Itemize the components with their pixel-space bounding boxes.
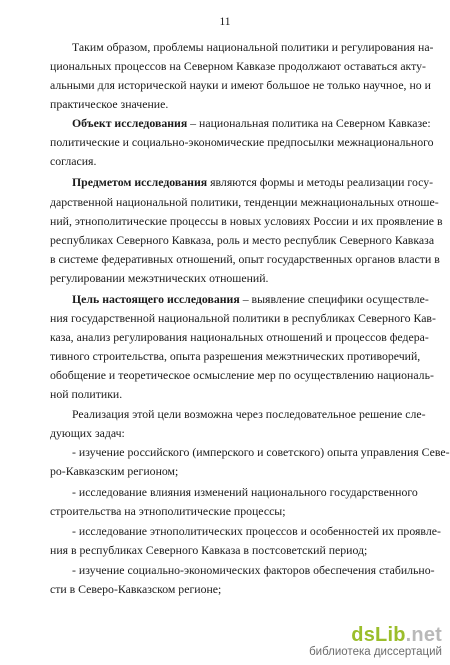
task-item-line: строительства на этнополитические процессы; xyxy=(50,504,286,518)
object-heading-line xyxy=(72,116,431,130)
paragraph-line: ний, этнополитические процессы в новых условиях России и их проявление в xyxy=(50,214,443,228)
task-item-line: сти в Северо-Кавказском регионе; xyxy=(50,582,222,596)
task-item-line: ния в республиках Северного Кавказа в постсоветский период; xyxy=(50,543,368,557)
paragraph-line: дарственной национальной политики, тенденции межнациональных отноше- xyxy=(50,195,439,209)
object-text: – национальная политика на Северном Кавказе: xyxy=(187,116,431,130)
object-heading: Объект исследования xyxy=(72,116,188,130)
paragraph-line: Таким образом, проблемы национальной политики и регулирования на- xyxy=(72,40,434,54)
paragraph-line: тивного строительства, опыта разрешения межэтнических противоречий, xyxy=(50,349,421,363)
paragraph-line: в системе федеративных отношений, опыт государственных органов власти в xyxy=(50,252,440,266)
paragraph-line: дующих задач: xyxy=(50,426,125,440)
dslib-watermark xyxy=(309,624,442,659)
task-item-line: - изучение социально-экономических факторов обеспечения стабильно- xyxy=(72,563,435,577)
goal-heading-line xyxy=(72,292,429,306)
paragraph-line: регулировании межэтнических отношений. xyxy=(50,271,269,285)
paragraph-line: циональных процессов на Северном Кавказе продолжают оставаться акту- xyxy=(50,59,426,73)
paragraph-line: каза, анализ регулирования национальных отношений и процессов федера- xyxy=(50,330,429,344)
paragraph-line: альными для исторической науки и имеют большое не только научное, но и xyxy=(50,78,431,92)
task-item-line: ро-Кавказским регионом; xyxy=(50,464,179,478)
task-item-line: - исследование влияния изменений национального государственного xyxy=(72,485,418,499)
paragraph-line: политические и социально-экономические предпосылки межнационального xyxy=(50,135,434,149)
goal-heading: Цель настоящего исследования xyxy=(72,292,240,306)
dslib-subtitle: библиотека диссертаций xyxy=(309,646,442,658)
subject-heading-line xyxy=(72,175,434,189)
goal-text: – выявление специфики осуществле- xyxy=(239,292,429,306)
subject-text: являются формы и методы реализации госу- xyxy=(207,175,434,189)
dslib-logo: dsLib.net xyxy=(351,624,442,646)
paragraph-line: ния государственной национальной политики в республиках Северного Кав- xyxy=(50,311,436,325)
task-item-line: - изучение российского (имперского и советского) опыта управления Севе- xyxy=(72,445,450,459)
paragraph-line: практическое значение. xyxy=(50,97,169,111)
paragraph-line: обобщение и теоретическое осмысление мер по осуществлению националь- xyxy=(50,368,434,382)
paragraph-line: Реализация этой цели возможна через последовательное решение сле- xyxy=(72,407,426,421)
task-item-line: - исследование этнополитических процессов и особенностей их проявле- xyxy=(72,524,441,538)
paragraph-line: ной политики. xyxy=(50,387,123,401)
paragraph-line: республиках Северного Кавказа, роль и место республик Северного Кавказа xyxy=(50,233,435,247)
page-number: 11 xyxy=(219,16,231,28)
paragraph-line: согласия. xyxy=(50,154,97,168)
subject-heading: Предметом исследования xyxy=(72,175,208,189)
